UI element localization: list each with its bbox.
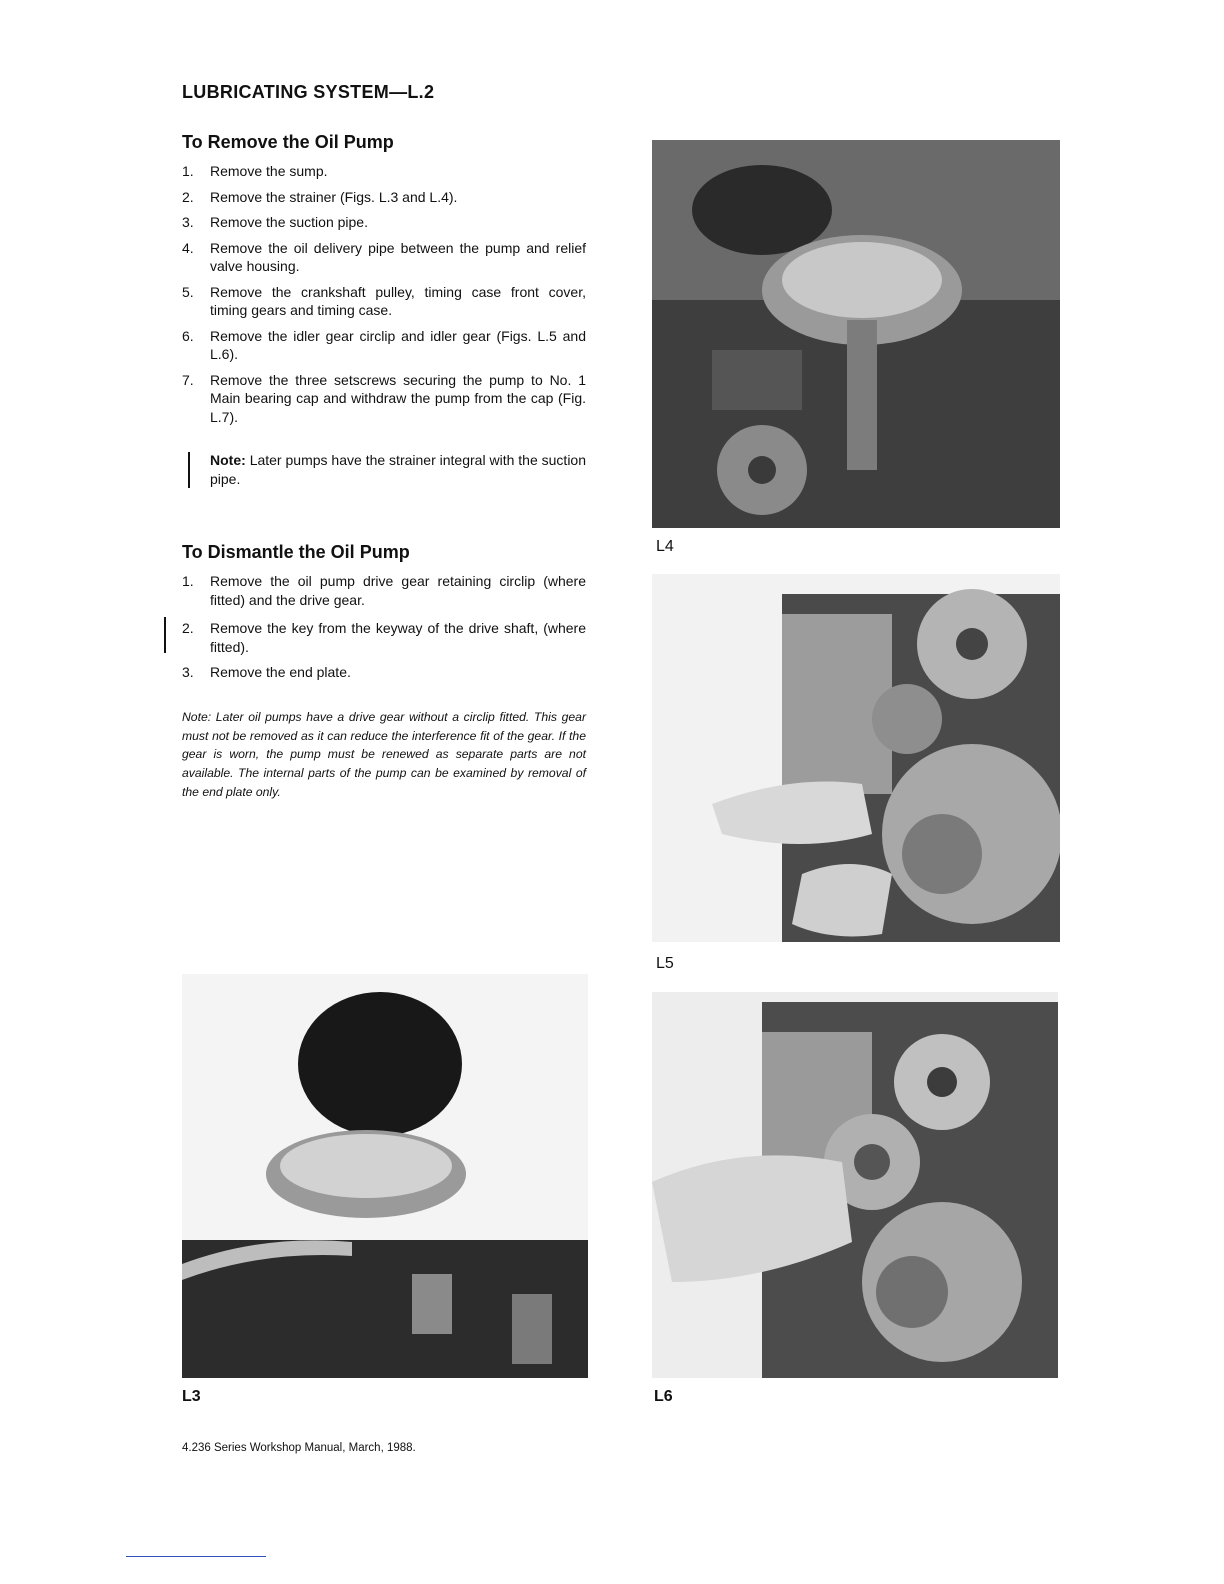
manual-footer: 4.236 Series Workshop Manual, March, 1988. [182, 1442, 416, 1454]
remove-oil-pump-heading: To Remove the Oil Pump [182, 132, 394, 152]
step-number: 5. [182, 283, 194, 300]
figure-l5-label: L5 [656, 955, 674, 972]
list-item [182, 371, 586, 427]
dismantle-oil-pump-heading: To Dismantle the Oil Pump [182, 542, 410, 562]
step-text: Remove the end plate. [210, 664, 351, 680]
note-text: Later pumps have the strainer integral with the suction pipe. [210, 452, 586, 487]
step-number: 1. [182, 163, 194, 179]
step-text: Remove the strainer (Figs. L.3 and L.4). [210, 188, 458, 205]
step-number: 1. [182, 573, 194, 589]
step-number: 3. [182, 664, 194, 680]
dismantle-steps-list [182, 572, 586, 689]
figure-l3-label: L3 [182, 1388, 201, 1405]
revision-change-bar [164, 617, 166, 653]
list-item [182, 213, 586, 232]
step-text: Remove the key from the keyway of the drive shaft, (where fitted). [210, 620, 586, 655]
figure-l3-strainer-photo [182, 974, 588, 1378]
step-number: 2. [182, 620, 194, 636]
strainer-note [210, 451, 586, 488]
step-text: Remove the suction pipe. [210, 214, 368, 230]
later-pumps-note: Note: Later oil pumps have a drive gear without a circlip fitted. This gear must not be removed as it can reduce the interference fit of the gear. If the gear is worn, the pump must be renewed as separate parts are not available. The internal parts of the pump can be examined by removal of the end plate only. [182, 710, 586, 799]
step-text: Remove the sump. [210, 163, 328, 179]
figure-l5-idler-gear-photo [652, 574, 1060, 942]
list-item [182, 572, 586, 609]
page-title: LUBRICATING SYSTEM—L.2 [182, 82, 435, 102]
list-item [182, 283, 586, 320]
step-text: Remove the three setscrews securing the pump to No. 1 Main bearing cap and withdraw the pump from the cap (Fig. L.7). [210, 371, 586, 425]
step-text: Remove the oil pump drive gear retaining circlip (where fitted) and the drive gear. [210, 573, 586, 608]
step-text: Remove the crankshaft pulley, timing case front cover, timing gears and timing case. [210, 283, 586, 318]
step-number: 6. [182, 327, 194, 344]
step-text: Remove the idler gear circlip and idler gear (Figs. L.5 and L.6). [210, 327, 586, 362]
list-item [182, 619, 586, 656]
list-item [182, 327, 586, 364]
list-item [182, 239, 586, 276]
note-label: Note: [210, 452, 246, 468]
step-number: 3. [182, 214, 194, 230]
remove-steps-list [182, 162, 586, 433]
figure-l6-idler-gear-photo [652, 992, 1058, 1378]
footer-divider [126, 1556, 266, 1557]
figure-l4-strainer-photo [652, 140, 1060, 528]
step-number: 7. [182, 371, 194, 388]
figure-l6-label: L6 [654, 1388, 673, 1405]
list-item [182, 663, 586, 682]
step-number: 2. [182, 188, 194, 205]
list-item [182, 188, 586, 207]
step-number: 4. [182, 239, 194, 256]
step-text: Remove the oil delivery pipe between the pump and relief valve housing. [210, 239, 586, 274]
revision-change-bar [188, 452, 190, 488]
list-item [182, 162, 586, 181]
figure-l4-label: L4 [656, 538, 674, 555]
